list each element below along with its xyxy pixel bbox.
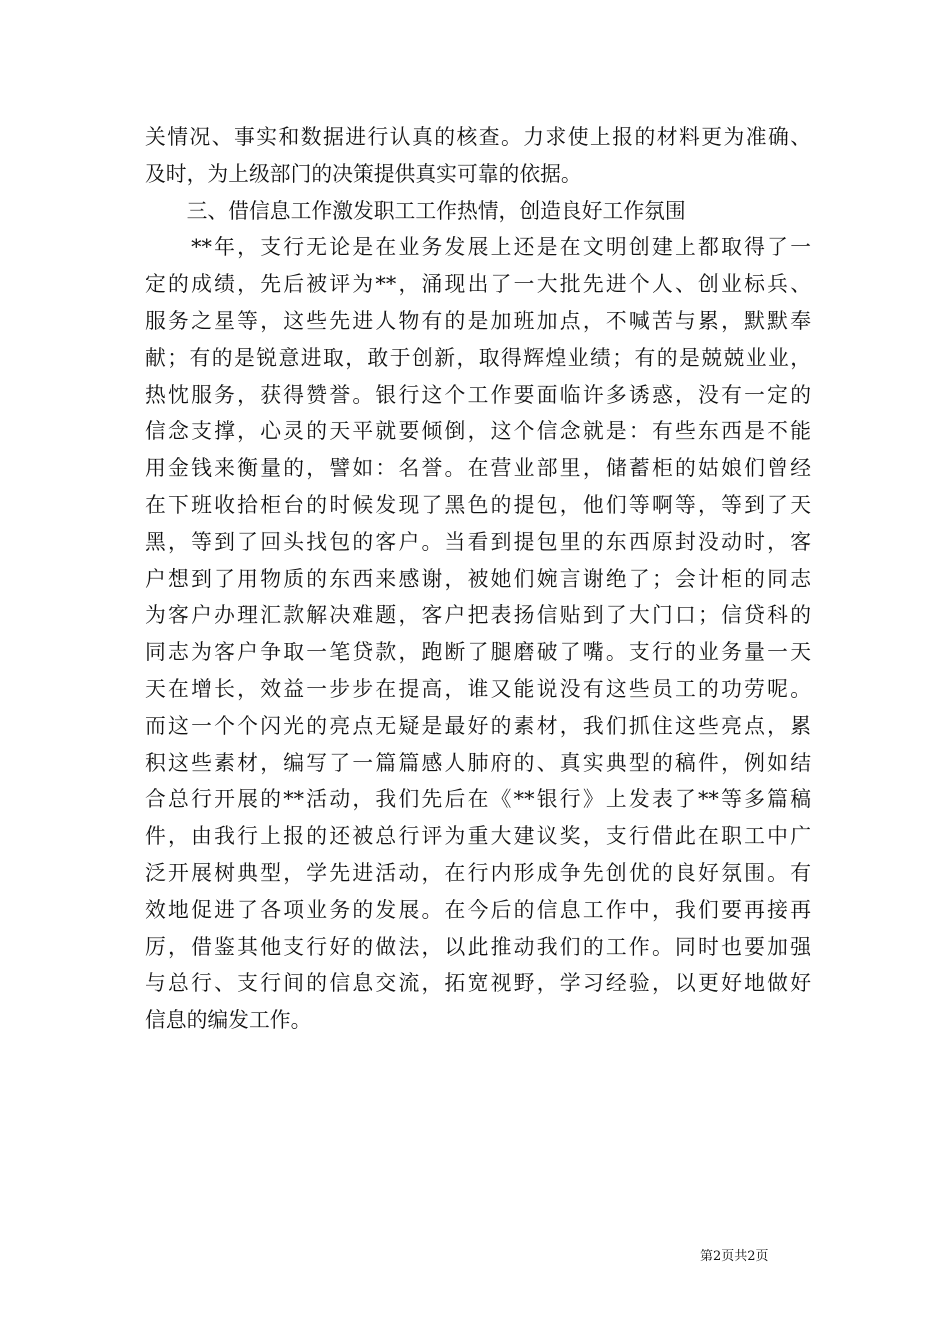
- text-line: 定的成绩，先后被评为**，涌现出了一大批先进个人、创业标兵、: [145, 272, 811, 297]
- text-line: 积这些素材，编写了一篇篇感人肺府的、真实典型的稿件，例如结: [145, 750, 811, 775]
- text-line: 厉，借鉴其他支行好的做法，以此推动我们的工作。同时也要加强: [145, 934, 811, 959]
- text-line: 与总行、支行间的信息交流，拓宽视野，学习经验，以更好地做好: [145, 971, 811, 996]
- text-line: 信息的编发工作。: [145, 1008, 312, 1033]
- text-line: 献；有的是锐意进取，敢于创新，取得辉煌业绩；有的是兢兢业业，: [145, 345, 811, 370]
- text-line: 服务之星等，这些先进人物有的是加班加点，不喊苦与累，默默奉: [145, 308, 811, 333]
- text-line: 件，由我行上报的还被总行评为重大建议奖，支行借此在职工中广: [145, 824, 811, 849]
- text-line: 热忱服务，获得赞誉。银行这个工作要面临许多诱惑，没有一定的: [145, 382, 811, 407]
- text-line: 泛开展树典型，学先进活动，在行内形成争先创优的良好氛围。有: [145, 860, 811, 885]
- text-line: 信念支撑，心灵的天平就要倾倒，这个信念就是：有些东西是不能: [145, 419, 811, 444]
- body-text: [145, 119, 811, 1039]
- text-line: **年，支行无论是在业务发展上还是在文明创建上都取得了一: [145, 235, 811, 260]
- text-line: 合总行开展的**活动，我们先后在《**银行》上发表了**等多篇稿: [145, 787, 811, 812]
- text-line: 黑，等到了回头找包的客户。当看到提包里的东西原封没动时，客: [145, 529, 811, 554]
- text-line: 同志为客户争取一笔贷款，跑断了腿磨破了嘴。支行的业务量一天: [145, 640, 811, 665]
- section-heading: 三、借信息工作激发职工工作热情，创造良好工作氛围: [145, 198, 686, 223]
- text-line: 及时，为上级部门的决策提供真实可靠的依据。: [145, 161, 582, 186]
- text-line: 为客户办理汇款解决难题，客户把表扬信贴到了大门口；信贷科的: [145, 603, 811, 628]
- text-line: 用金钱来衡量的，譬如：名誉。在营业部里，储蓄柜的姑娘们曾经: [145, 456, 811, 481]
- text-line: 关情况、事实和数据进行认真的核查。力求使上报的材料更为准确、: [145, 125, 811, 149]
- text-line: 效地促进了各项业务的发展。在今后的信息工作中，我们要再接再: [145, 897, 811, 922]
- text-line: 而这一个个闪光的亮点无疑是最好的素材，我们抓住这些亮点，累: [145, 713, 811, 738]
- page-number-footer: 第2页共2页: [700, 1249, 769, 1264]
- text-line: 在下班收拾柜台的时候发现了黑色的提包，他们等啊等，等到了天: [145, 492, 811, 517]
- text-line: 户想到了用物质的东西来感谢，被她们婉言谢绝了；会计柜的同志: [145, 566, 811, 591]
- text-line: 天在增长，效益一步步在提高，谁又能说没有这些员工的功劳呢。: [145, 676, 811, 701]
